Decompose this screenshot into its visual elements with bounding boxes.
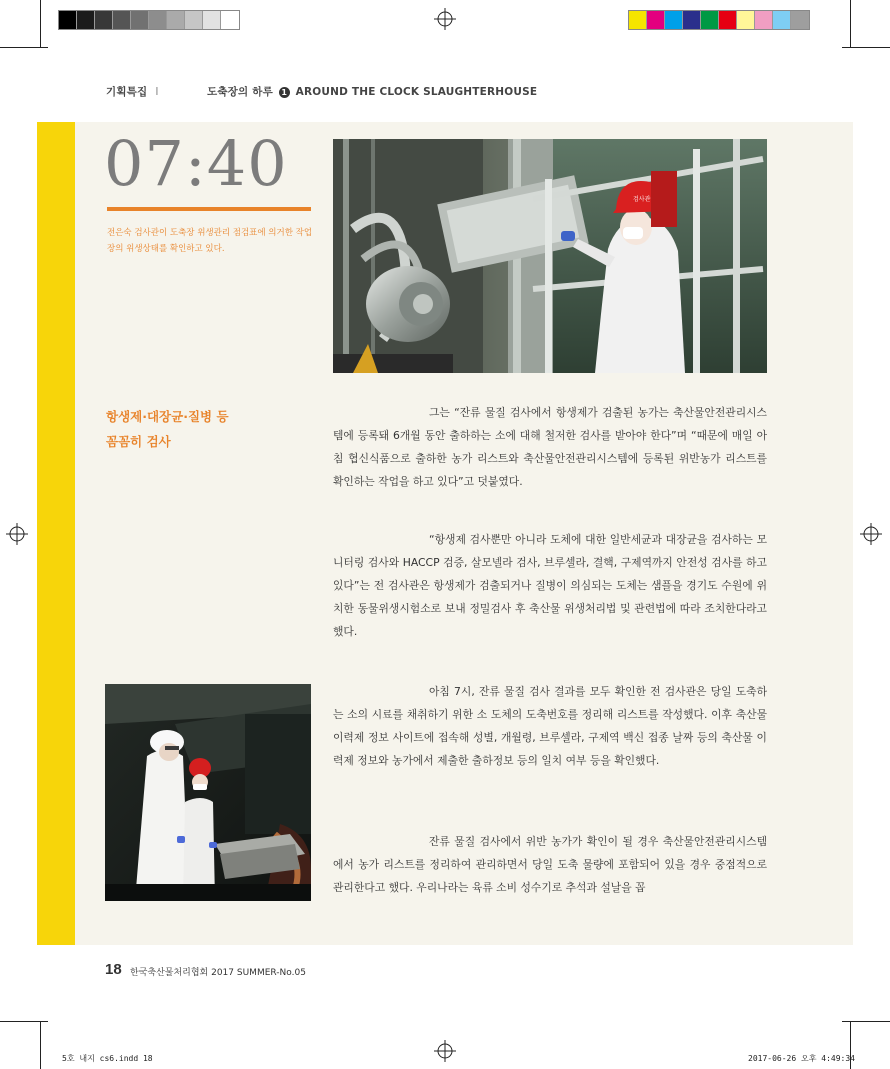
section-heading-line2: 꼼꼼히 검사 bbox=[106, 434, 171, 449]
color-swatch-2 bbox=[665, 11, 683, 29]
header-title-prefix: 도축장의 하루 bbox=[207, 86, 273, 98]
photo-inspector-at-machinery bbox=[333, 139, 767, 373]
gray-swatch-0 bbox=[59, 11, 77, 29]
gray-swatch-1 bbox=[77, 11, 95, 29]
paragraph-2: “항생제 검사뿐만 아니라 도체에 대한 일반세균과 대장균을 검사하는 모니터링 검사와 HACCP 검증, 살모넬라 검사, 브루셀라, 결핵, 구제역까지 안전성 검사를 하고 있다”는 전 검사관은 항생제가 검출되거나 질병이 의심되는 도체는 샘플을 경기도 수원에 위치한 동물위생시험소로 보내 정밀검사 후 축산물 위생처리법 및 관련법에 따라 조치한다라고 했다. bbox=[333, 533, 767, 638]
color-swatch-8 bbox=[773, 11, 791, 29]
accent-bar bbox=[37, 122, 75, 945]
gray-swatch-3 bbox=[113, 11, 131, 29]
gray-swatch-2 bbox=[95, 11, 113, 29]
helmet-label: 검사관 bbox=[633, 196, 651, 203]
section-heading-line1: 항생제·대장균·질병 등 bbox=[106, 409, 229, 424]
grayscale-swatches bbox=[58, 10, 240, 30]
header-title-number: 1 bbox=[279, 87, 290, 98]
gray-swatch-9 bbox=[221, 11, 239, 29]
section-heading bbox=[106, 404, 229, 454]
gray-swatch-8 bbox=[203, 11, 221, 29]
registration-mark-top bbox=[434, 8, 456, 30]
orange-divider bbox=[107, 207, 311, 211]
slug-timestamp: 2017-06-26 오후 4:49:34 bbox=[748, 1054, 855, 1063]
slug-filename: 5호 내지 cs6.indd 18 bbox=[62, 1054, 153, 1063]
page-number: 18 bbox=[105, 961, 122, 978]
color-swatches bbox=[628, 10, 810, 30]
header-section: 기획특집 bbox=[106, 86, 148, 98]
color-swatch-0 bbox=[629, 11, 647, 29]
color-swatch-1 bbox=[647, 11, 665, 29]
paragraph-3: 아침 7시, 잔류 물질 검사 결과를 모두 확인한 전 검사관은 당일 도축하는 소의 시료를 채취하기 위한 소 도체의 도축번호를 정리해 리스트를 작성했다. 이후 축산물 이력제 정보 사이트에 접속해 성별, 개월령, 브루셀라, 구제역 백신 접종 날짜 등의 축산물 이력제 정보와 농가에서 제출한 출하정보 등의 일치 여부 등을 확인했다. bbox=[333, 685, 767, 767]
header-title-en: AROUND THE CLOCK SLAUGHTERHOUSE bbox=[295, 86, 538, 98]
photo-caption: 전은숙 검사관이 도축장 위생관리 점검표에 의거한 작업장의 위생상태를 확인하고 있다. bbox=[107, 228, 313, 254]
color-swatch-4 bbox=[701, 11, 719, 29]
paragraph-4: 잔류 물질 검사에서 위반 농가가 확인이 될 경우 축산물안전관리시스템에서 농가 리스트를 정리하여 관리하면서 당일 도축 물량에 포함되어 있을 경우 중점적으로 관리한다고 했다. 우리나라는 육류 소비 성수기로 추석과 설날을 꼽 bbox=[333, 835, 767, 894]
color-swatch-9 bbox=[791, 11, 809, 29]
registration-mark-bottom bbox=[434, 1040, 456, 1062]
registration-mark-left bbox=[6, 523, 28, 545]
registration-mark-right bbox=[860, 523, 882, 545]
gray-swatch-4 bbox=[131, 11, 149, 29]
gray-swatch-6 bbox=[167, 11, 185, 29]
photo-inspectors-in-plant bbox=[105, 684, 311, 901]
running-header bbox=[106, 84, 538, 99]
publication-info: 한국축산물처리협회 2017 SUMMER-No.05 bbox=[130, 968, 306, 978]
color-swatch-5 bbox=[719, 11, 737, 29]
paragraph-1: 그는 “잔류 물질 검사에서 항생제가 검출된 농가는 축산물안전관리시스템에 등록돼 6개월 동안 출하하는 소에 대해 철저한 검사를 받아야 한다”며 “때문에 매일 아침 협신식품으로 출하한 농가 리스트와 축산물안전관리시스템에 등록된 위반농가 리스트를 확인하는 작업을 하고 있다”고 덧붙였다. bbox=[333, 406, 767, 488]
color-swatch-3 bbox=[683, 11, 701, 29]
gray-swatch-7 bbox=[185, 11, 203, 29]
color-swatch-6 bbox=[737, 11, 755, 29]
header-separator: I bbox=[155, 86, 159, 98]
gray-swatch-5 bbox=[149, 11, 167, 29]
header-title bbox=[207, 84, 537, 99]
color-swatch-7 bbox=[755, 11, 773, 29]
time-display: 07:40 bbox=[104, 127, 288, 200]
